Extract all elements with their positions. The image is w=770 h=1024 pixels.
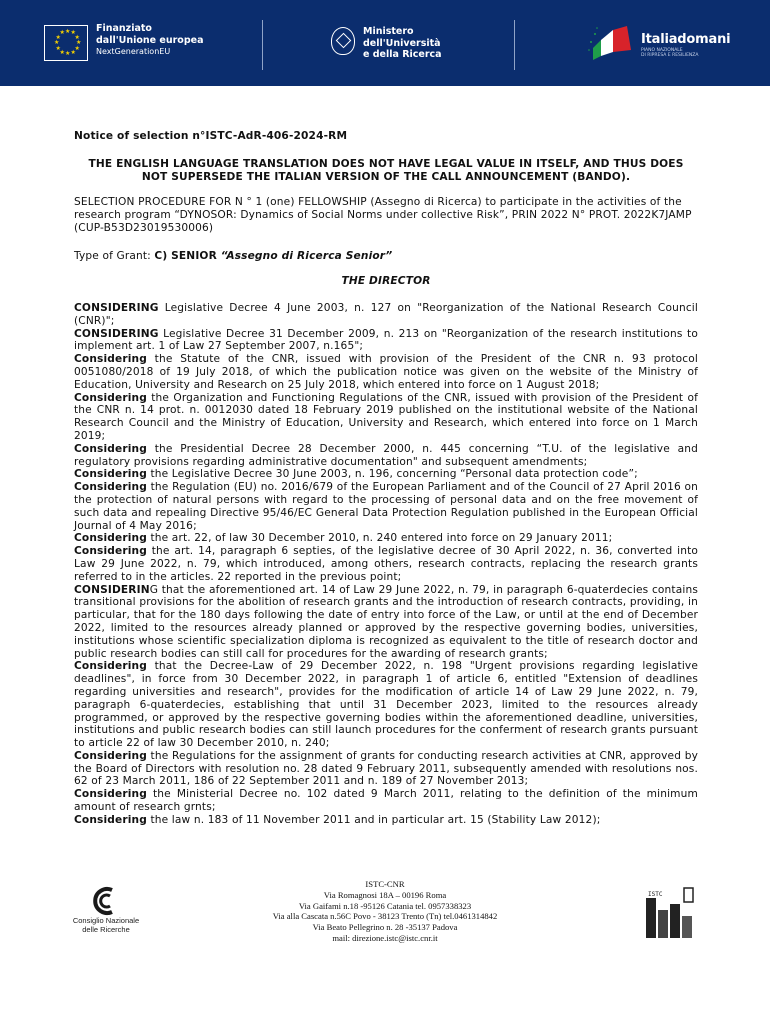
istc-logo-letters: ISTC [648, 891, 663, 898]
cnr-logo-icon [90, 886, 124, 916]
italia-sub-line-2: DI RIPRESA E RESILIENZA [641, 53, 699, 58]
considering-paragraph [74, 353, 698, 391]
considering-paragraph [74, 443, 698, 469]
considering-paragraph [74, 788, 698, 814]
istc-logo-icon [644, 884, 696, 940]
considering-text: the art. 22, of law 30 December 2010, n. 240 entered into force on 29 January 2011; [146, 532, 613, 545]
considering-text: G that the aforementioned art. 14 of Law 29 June 2022, n. 79, in paragraph 6-quaterdecies contains transitional provisions for the abolition of research grants and the introduction of research contracts, providing, in particular, that for the 180 days following the date of entry into force of the Law, or until at the end of December 2022, limited to the resources already planned or approved by the respective governing bodies, universities, institutions whose scientific specialization diploma is recognized as equivalent to the title of research doctor and public research bodies can still call for procedures for the awarding of research grants; [74, 583, 698, 660]
eu-flag-icon [44, 25, 88, 61]
eu-star-icon: ★ [59, 48, 65, 56]
considering-lead: Considering [74, 442, 147, 455]
considering-paragraph [74, 584, 698, 661]
considering-text: the Legislative Decree 30 June 2003, n. 196, concerning “Personal data protection code”; [146, 468, 638, 481]
eu-star-icon: ★ [70, 48, 76, 56]
italia-domani-logo-icon [587, 22, 637, 62]
banner-divider [514, 20, 515, 70]
considerings-list [74, 302, 698, 827]
eu-line-2: dall'Unione europea [96, 34, 204, 46]
grant-type [74, 250, 698, 263]
eu-star-icon: ★ [55, 44, 61, 52]
cnr-name-line-2: delle Ricerche [82, 925, 130, 934]
considering-lead: Considering [74, 481, 147, 494]
translation-disclaimer: THE ENGLISH LANGUAGE TRANSLATION DOES NOT HAVE LEGAL VALUE IN ITSELF, AND THUS DOES NOT SUPERSEDE THE ITALIAN VERSION OF THE CALL ANNOUNCEMENT (BANDO). [88, 158, 684, 183]
considering-text: the art. 14, paragraph 6 septies, of the legislative decree of 30 April 2022, n. 36, converted into Law 29 June 2022, n. 79, which introduced, among others, research contracts, replacing the research grants referred to in the articles. 22 reported in the previous point; [74, 545, 698, 583]
eu-star-icon: ★ [65, 28, 71, 35]
ministry-line-3: e della Ricerca [363, 49, 442, 60]
eu-star-icon: ★ [55, 33, 61, 41]
eu-star-icon: ★ [54, 39, 60, 46]
address-line: Via alla Cascata n.56C Povo - 38123 Trento (Tn) tel.0461314842 [272, 911, 498, 922]
italia-domani-subtitle [641, 48, 698, 58]
considering-paragraph [74, 750, 698, 788]
eu-star-icon: ★ [76, 39, 82, 46]
ministry-line-2: dell'Università [363, 37, 441, 49]
considering-paragraph [74, 814, 698, 827]
considering-text: the law n. 183 of 11 November 2011 and in particular art. 15 (Stability Law 2012); [146, 813, 601, 826]
banner-divider [262, 20, 263, 70]
considering-text: that the Decree-Law of 29 December 2022, n. 198 "Urgent provisions regarding legislative deadlines", in force from 30 December 2022, in paragraph 1 of article 6, entitled "Extension of deadlines regarding universities and research", provides for the modification of article 14 of Law 29 June 2022, n. 79, paragraph 6-quaterdecies, establishing that until 31 December 2023, limited to the resources already programmed, or approved by the respective governing bodies within the aforementioned deadline, universities, institutions and public research bodies can still launch procedures for the conferment of research grants pursuant to article 22 of law 30 December 2010, n. 240; [74, 660, 698, 750]
director-heading: THE DIRECTOR [341, 275, 431, 287]
considering-lead: CONSIDERIN [74, 583, 150, 596]
ministry-line-1: Ministero [363, 26, 414, 37]
eu-funding-label [96, 23, 203, 58]
selection-procedure: SELECTION PROCEDURE FOR N ° 1 (one) FELLOWSHIP (Assegno di Ricerca) to participate in the activities of the research program “DYNOSOR: Dynamics of Social Norms under collective Risk”, PRIN 2022 N° PROT. 2022K7JAMP (CUP-B53D23019530006) [74, 196, 692, 234]
considering-text: the Regulation (EU) no. 2016/679 of the European Parliament and of the Council of 27 April 2016 on the protection of natural persons with regard to the processing of personal data and on the free movement of such data and repealing Directive 95/46/EC General Data Protection Regulation published in the European Official Journal of 4 May 2016; [74, 481, 698, 532]
grant-type-value: C) SENIOR [154, 250, 221, 262]
address-line: Via Beato Pellegrino n. 28 -35137 Padova [312, 922, 458, 933]
considering-lead: Considering [74, 813, 147, 826]
address-line: Via Gaifami n.18 -95126 Catania tel. 0957338323 [298, 900, 472, 911]
address-line: ISTC-CNR [365, 879, 405, 889]
ministry-label [363, 26, 442, 61]
considering-text: the Organization and Functioning Regulations of the CNR, issued with provision of the President of the CNR n. 14 prot. n. 0012030 dated 18 February 2019 published on the institutional website of the National Research Council and the Ministry of Education, University and Research, which entered into force on 1 March 2019; [74, 391, 698, 442]
considering-text: the Presidential Decree 28 December 2000, n. 445 concerning “T.U. of the legislative and regulatory provisions regarding administrative documentation" and subsequent amendments; [74, 442, 698, 468]
institute-address [220, 879, 550, 944]
eu-line-3: NextGenerationEU [96, 47, 171, 56]
considering-lead: CONSIDERING [74, 302, 159, 314]
address-line: Via Romagnosi 18A – 00196 Roma [323, 889, 447, 900]
considering-text: Legislative Decree 4 June 2003, n. 127 on "Reorganization of the National Research Council (CNR)"; [74, 302, 698, 327]
grant-type-italic: “Assegno di Ricerca Senior” [220, 250, 393, 262]
considering-text: the Regulations for the assignment of grants for conducting research activities at CNR, approved by the Board of Directors with resolution no. 28 dated 9 February 2011, subsequently amended with resolutions nos. 62 of 23 March 2011, 186 of 22 September 2011 and n. 189 of 27 November 2013; [74, 749, 698, 788]
eu-star-icon: ★ [59, 29, 65, 37]
considering-lead: Considering [74, 749, 147, 762]
considering-lead: CONSIDERING [74, 327, 159, 340]
eu-star-icon: ★ [65, 50, 71, 57]
considering-text: Legislative Decree 31 December 2009, n. 213 on "Reorganization of the research institutions to implement art. 1 of Law 27 September 2007, n.165"; [74, 327, 698, 353]
considering-lead: Considering [74, 660, 147, 673]
italia-sub-line-1: PIANO NAZIONALE [641, 48, 683, 53]
header-banner [0, 0, 770, 86]
considering-lead: Considering [74, 545, 147, 558]
considering-paragraph [74, 392, 698, 443]
cnr-name-line-1: Consiglio Nazionale [72, 916, 140, 925]
considering-paragraph [74, 302, 698, 328]
considering-lead: Considering [74, 788, 147, 801]
considering-paragraph [74, 468, 698, 481]
considering-lead: Considering [74, 468, 147, 481]
considering-lead: Considering [74, 391, 147, 404]
cnr-name [66, 916, 146, 934]
considering-lead: Considering [74, 532, 147, 545]
italia-domani-wordmark: Italiadomani [641, 32, 731, 47]
notice-title: Notice of selection n°ISTC-AdR-406-2024-RM [74, 130, 348, 142]
address-line: mail: direzione.istc@istc.cnr.it [332, 932, 438, 943]
considering-paragraph [74, 328, 698, 354]
considering-text: the Ministerial Decree no. 102 dated 9 March 2011, relating to the definition of the minimum amount of research grnts; [74, 788, 698, 814]
italian-republic-emblem-icon [331, 27, 355, 55]
considering-paragraph [74, 545, 698, 583]
eu-line-1: Finanziato [96, 23, 152, 34]
grant-type-label: Type of Grant: [74, 250, 155, 262]
considering-lead: Considering [74, 353, 147, 366]
eu-star-icon: ★ [74, 44, 80, 52]
considering-paragraph [74, 481, 698, 532]
eu-star-icon: ★ [74, 33, 80, 41]
considering-paragraph [74, 660, 698, 750]
considering-paragraph [74, 532, 698, 545]
eu-star-icon: ★ [70, 29, 76, 37]
considering-text: the Statute of the CNR, issued with provision of the President of the CNR n. 93 protocol 0051080/2018 of 19 July 2018, of which the publication notice was given on the website of the Ministry of Education, University and Research on 25 July 2018, which entered into force on 1 August 2018; [74, 353, 698, 391]
